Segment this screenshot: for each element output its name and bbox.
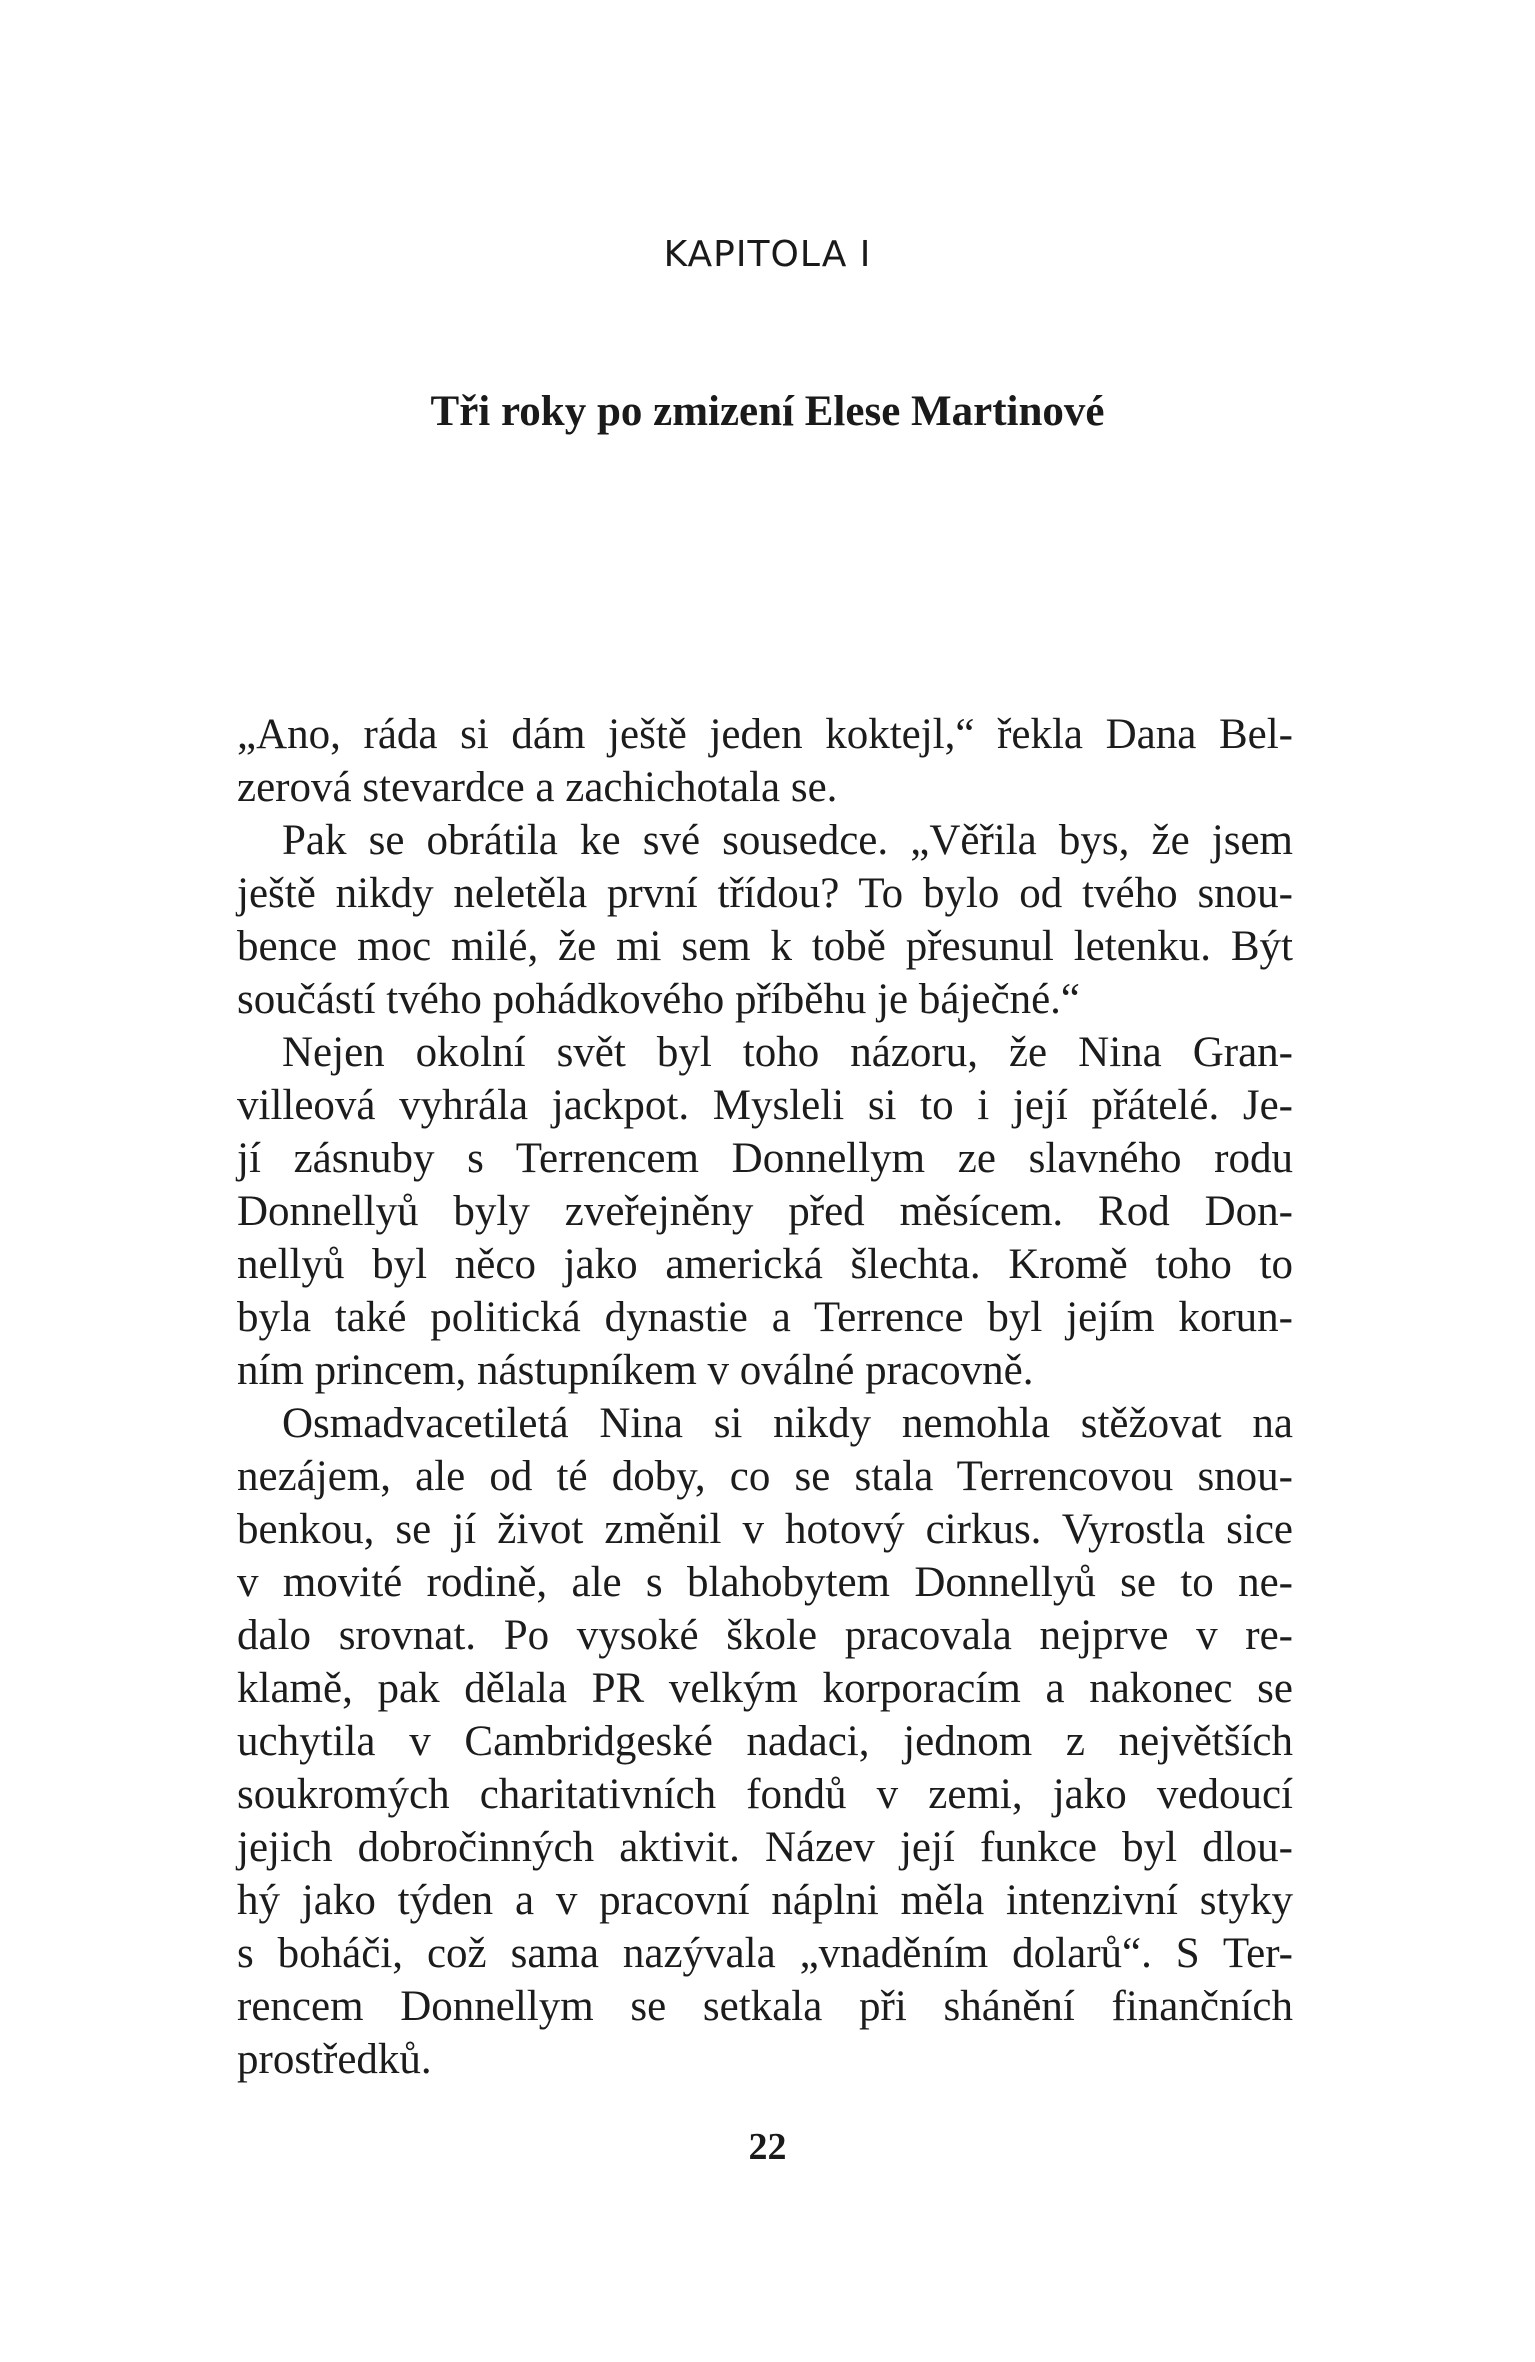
text-line: zerová stevardce a zachichotala se. (237, 764, 838, 811)
text-line: jejich dobročinných aktivit. Název její funkce byl dlou- (237, 1824, 1293, 1871)
text-line: Donnellyů byly zveřejněny před měsícem. Rod Don- (237, 1188, 1293, 1235)
text-line: součástí tvého pohádkového příběhu je báječné.“ (237, 976, 1080, 1023)
text-line: nezájem, ale od té doby, co se stala Terrencovou snou- (237, 1453, 1293, 1500)
text-line: bence moc milé, že mi sem k tobě přesunul letenku. Být (237, 923, 1293, 970)
page-number: 22 (748, 2126, 787, 2168)
text-line: rencem Donnellym se setkala při shánění finančních (237, 1983, 1293, 2030)
paragraph (237, 708, 1293, 814)
text-line: villeová vyhrála jackpot. Mysleli si to i její přátelé. Je- (237, 1082, 1293, 1129)
text-line: ještě nikdy neletěla první třídou? To bylo od tvého snou- (237, 870, 1293, 917)
paragraph (237, 814, 1293, 1026)
text-line: v movité rodině, ale s blahobytem Donnellyů se to ne- (237, 1559, 1293, 1606)
text-line: Pak se obrátila ke své sousedce. „Věřila bys, že jsem (282, 817, 1293, 864)
text-line: soukromých charitativních fondů v zemi, jako vedoucí (237, 1771, 1293, 1818)
text-line: uchytila v Cambridgeské nadaci, jednom z největších (237, 1718, 1293, 1765)
text-line: „Ano, ráda si dám ještě jeden koktejl,“ řekla Dana Bel- (237, 711, 1293, 758)
text-line: benkou, se jí život změnil v hotový cirkus. Vyrostla sice (237, 1506, 1293, 1553)
text-line: nellyů byl něco jako americká šlechta. Kromě toho to (237, 1241, 1293, 1288)
paragraph (237, 1397, 1293, 2086)
text-line: Osmadvacetiletá Nina si nikdy nemohla stěžovat na (282, 1400, 1293, 1447)
text-line: ním princem, nástupníkem v oválné pracovně. (237, 1347, 1034, 1394)
text-line: prostředků. (237, 2036, 432, 2083)
text-line: s boháči, což sama nazývala „vnaděním dolarů“. S Ter- (237, 1930, 1293, 1977)
paragraph (237, 1026, 1293, 1397)
chapter-label: KAPITOLA I (663, 234, 872, 275)
text-line: Nejen okolní svět byl toho názoru, že Nina Gran- (282, 1029, 1293, 1076)
text-line: hý jako týden a v pracovní náplni měla intenzivní styky (237, 1877, 1293, 1924)
text-line: klamě, pak dělala PR velkým korporacím a nakonec se (237, 1665, 1293, 1712)
text-line: byla také politická dynastie a Terrence byl jejím korun- (237, 1294, 1293, 1341)
text-line: dalo srovnat. Po vysoké škole pracovala nejprve v re- (237, 1612, 1293, 1659)
chapter-title: Tři roky po zmizení Elese Martinové (430, 388, 1105, 435)
body-text (237, 708, 1293, 2086)
text-line: jí zásnuby s Terrencem Donnellym ze slavného rodu (237, 1135, 1293, 1182)
